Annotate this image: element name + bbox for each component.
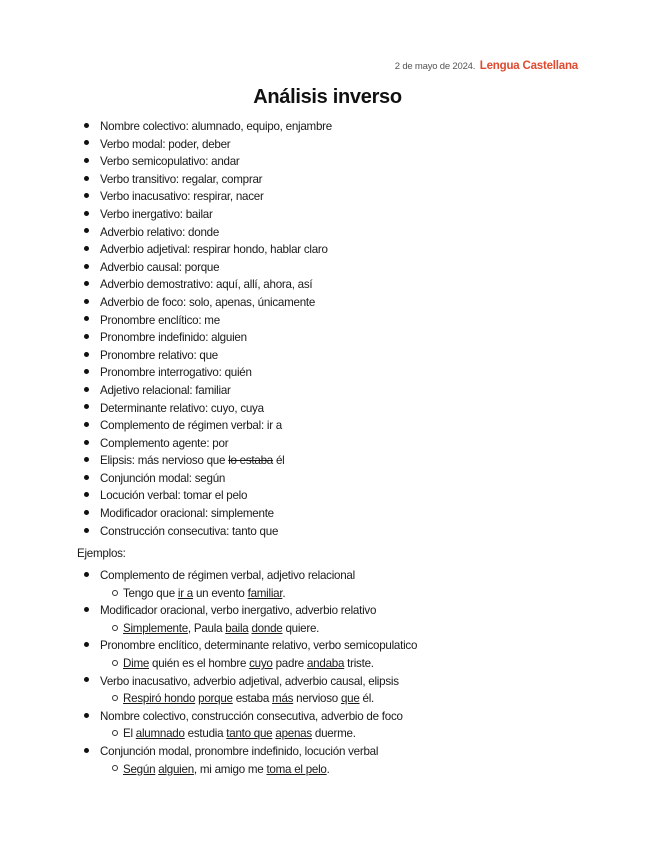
bullet-icon: [82, 329, 90, 347]
bullet-icon: [82, 487, 90, 505]
sentence-fragment: quiere.: [282, 621, 320, 635]
definition-text: Pronombre indefinido: alguien: [100, 331, 247, 345]
hollow-bullet-icon: [111, 655, 119, 673]
definition-text: Adverbio causal: porque: [100, 260, 220, 274]
bullet-icon: [82, 364, 90, 382]
bullet-icon: [82, 505, 90, 523]
bullet-icon: [82, 602, 90, 620]
definition-text: Pronombre relativo: que: [100, 348, 218, 362]
underlined-term: apenas: [275, 727, 312, 741]
definition-text: Determinante relativo: cuyo, cuya: [100, 401, 264, 415]
underlined-term: Simplemente: [123, 621, 188, 635]
bullet-icon: [82, 171, 90, 189]
definition-text: Pronombre enclítico: me: [100, 313, 220, 327]
sentence-fragment: .: [282, 586, 286, 600]
bullet-icon: [82, 382, 90, 400]
hollow-bullet-icon: [111, 761, 119, 779]
bullet-icon: [82, 673, 90, 691]
example-heading: Conjunción modal, pronombre indefinido, locución verbal: [100, 744, 379, 758]
bullet-icon: [82, 452, 90, 470]
sentence-fragment: Tengo que: [123, 586, 178, 600]
example-heading: Pronombre enclítico, determinante relativo, verbo semicopulatico: [100, 639, 418, 653]
header-date: 2 de mayo de 2024.: [394, 61, 476, 72]
bullet-icon: [82, 276, 90, 294]
sentence-fragment: El: [123, 727, 136, 741]
example-sentence: [123, 725, 356, 743]
example-heading: Verbo inacusativo, adverbio adjetival, adverbio causal, elipsis: [100, 674, 399, 688]
example-sentence: [123, 620, 319, 638]
underlined-term: que: [340, 692, 360, 706]
examples-label: Ejemplos:: [77, 547, 126, 560]
hollow-bullet-icon: [111, 725, 119, 743]
definition-suffix: él: [273, 454, 285, 468]
sentence-fragment: estaba: [232, 692, 273, 706]
bullet-icon: [82, 294, 90, 312]
bullet-icon: [82, 224, 90, 242]
bullet-icon: [82, 470, 90, 488]
underlined-term: alguien: [158, 762, 194, 776]
example-sentence: [123, 585, 285, 603]
definition-text: Construcción consecutiva: tanto que: [100, 524, 279, 538]
sentence-fragment: un evento: [192, 586, 248, 600]
sentence-fragment: quién es el hombre: [149, 656, 250, 670]
definition-text: Verbo inacusativo: respirar, nacer: [100, 190, 264, 204]
sentence-fragment: , Paula: [187, 621, 226, 635]
sentence-fragment: padre: [272, 656, 307, 670]
bullet-icon: [82, 312, 90, 330]
bullet-icon: [82, 241, 90, 259]
sentence-fragment: .: [326, 762, 330, 776]
definition-text: Nombre colectivo: alumnado, equipo, enjambre: [100, 120, 332, 133]
definition-text: Adjetivo relacional: familiar: [100, 383, 231, 397]
hollow-bullet-icon: [111, 690, 119, 708]
bullet-icon: [82, 743, 90, 761]
bullet-icon: [82, 708, 90, 726]
example-sentence: [123, 761, 330, 779]
underlined-term: andaba: [306, 656, 345, 670]
underlined-term: familiar: [247, 586, 283, 600]
bullet-icon: [82, 136, 90, 154]
bullet-icon: [82, 637, 90, 655]
underlined-term: toma el pelo: [266, 762, 327, 776]
bullet-icon: [82, 523, 90, 541]
example-sentence: [123, 655, 374, 673]
bullet-icon: [82, 153, 90, 171]
example-heading: Complemento de régimen verbal, adjetivo relacional: [100, 569, 355, 582]
underlined-term: baila: [225, 621, 249, 635]
definition-text: Adverbio demostrativo: aquí, allí, ahora, así: [100, 278, 313, 292]
definition-text: Adverbio de foco: solo, apenas, únicamente: [100, 295, 316, 309]
bullet-icon: [82, 118, 90, 136]
hollow-bullet-icon: [111, 585, 119, 603]
bullet-icon: [82, 435, 90, 453]
sentence-fragment: él.: [359, 692, 375, 706]
underlined-term: Dime: [123, 656, 150, 670]
bullet-icon: [82, 400, 90, 418]
sentence-fragment: duerme.: [311, 727, 356, 741]
underlined-term: más: [272, 692, 294, 706]
underlined-term: tanto que: [226, 727, 273, 741]
example-heading: Nombre colectivo, construcción consecutiva, adverbio de foco: [100, 709, 403, 723]
example-heading: Modificador oracional, verbo inergativo, adverbio relativo: [100, 604, 377, 618]
sentence-fragment: nervioso: [293, 692, 341, 706]
definition-text: Adverbio adjetival: respirar hondo, hablar claro: [100, 243, 328, 257]
struck-text: lo estaba: [228, 454, 273, 468]
header-subject: Lengua Castellana: [479, 60, 578, 72]
definition-text: Pronombre interrogativo: quién: [100, 366, 252, 380]
definition-text: Complemento agente: por: [100, 436, 229, 450]
hollow-bullet-icon: [111, 620, 119, 638]
example-sentence: [123, 690, 374, 708]
definition-text: Adverbio relativo: donde: [100, 225, 220, 239]
underlined-term: porque: [198, 692, 233, 706]
underlined-term: alumnado: [135, 727, 185, 741]
definition-text: Conjunción modal: según: [100, 471, 226, 485]
definition-text: Verbo transitivo: regalar, comprar: [100, 172, 263, 186]
underlined-term: Respiró hondo: [123, 692, 196, 706]
document-header: [395, 60, 578, 72]
definition-text: Verbo inergativo: bailar: [100, 207, 213, 221]
sentence-fragment: estudia: [184, 727, 227, 741]
bullet-icon: [82, 259, 90, 277]
bullet-icon: [82, 347, 90, 365]
bullet-icon: [82, 188, 90, 206]
definition-text: Complemento de régimen verbal: ir a: [100, 419, 282, 433]
underlined-term: cuyo: [249, 656, 273, 670]
page-title: Análisis inverso: [253, 86, 402, 108]
bullet-icon: [82, 206, 90, 224]
underlined-term: donde: [251, 621, 283, 635]
definition-text: Locución verbal: tomar el pelo: [100, 489, 248, 503]
bullet-icon: [82, 567, 90, 585]
definition-text: Verbo modal: poder, deber: [100, 137, 231, 151]
definition-text: Verbo semicopulativo: andar: [100, 155, 240, 169]
underlined-term: Según: [123, 762, 156, 776]
definition-prefix: Elipsis: más nervioso que: [100, 454, 229, 468]
sentence-fragment: triste.: [344, 656, 374, 670]
underlined-term: ir a: [177, 586, 193, 600]
definition-text: [100, 452, 285, 470]
definition-text: Modificador oracional: simplemente: [100, 507, 274, 521]
sentence-fragment: , mi amigo me: [193, 762, 267, 776]
bullet-icon: [82, 417, 90, 435]
